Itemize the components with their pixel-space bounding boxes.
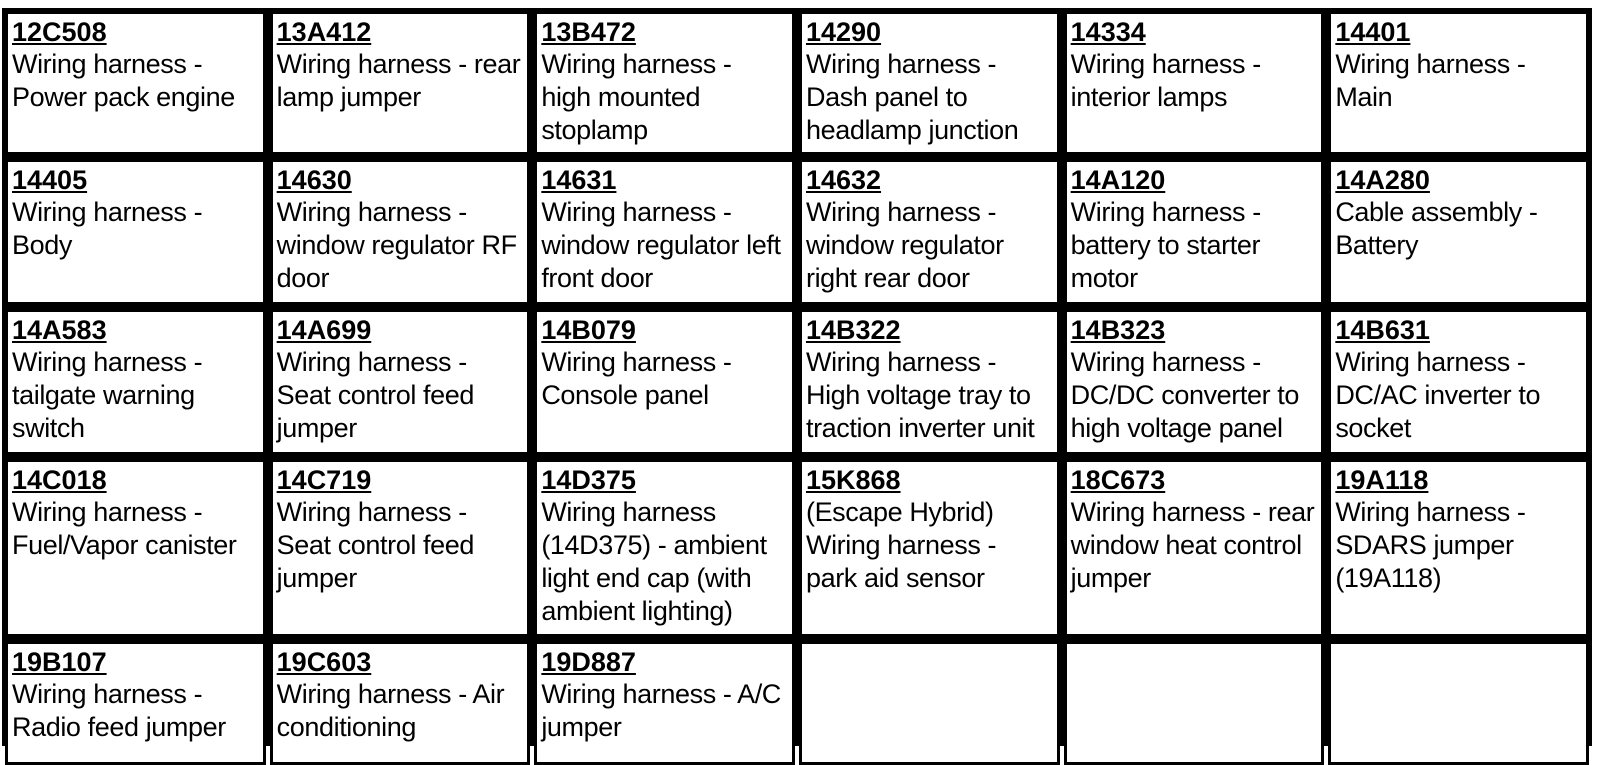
- part-description: Wiring harness - DC/DC converter to high voltage panel: [1070, 347, 1300, 443]
- table-cell-empty: [1328, 641, 1589, 765]
- part-number: 14B322: [805, 315, 901, 345]
- part-description: Wiring harness - Body: [12, 197, 203, 260]
- table-cell: [270, 641, 531, 765]
- table-cell: [1064, 11, 1325, 155]
- part-number: 19D887: [541, 647, 636, 677]
- table-cell: [5, 159, 266, 305]
- table-cell: [1064, 309, 1325, 455]
- part-description: Wiring harness - A/C jumper: [541, 679, 781, 742]
- part-number: 13B472: [541, 17, 636, 47]
- table-cell: [799, 459, 1060, 637]
- table-cell: [270, 11, 531, 155]
- table-cell-empty: [799, 641, 1060, 765]
- part-description: Wiring harness - rear window heat control jumper: [1070, 497, 1315, 593]
- part-description: Wiring harness (14D375) - ambient light end cap (with ambient lighting): [541, 497, 767, 626]
- part-number: 14A699: [276, 315, 372, 345]
- table-cell: [799, 309, 1060, 455]
- part-number: 19A118: [1335, 465, 1429, 495]
- part-description: Wiring harness - window regulator right rear door: [805, 197, 1004, 293]
- part-description: Wiring harness - window regulator left front door: [541, 197, 781, 293]
- part-number: 19B107: [12, 647, 107, 677]
- part-number: 14C018: [12, 465, 107, 495]
- table-cell: [534, 641, 795, 765]
- table-cell: [534, 309, 795, 455]
- table-cell: [1328, 459, 1589, 637]
- part-number: 12C508: [12, 17, 107, 47]
- parts-table: [2, 8, 1592, 746]
- part-number: 14B079: [541, 315, 636, 345]
- part-description: Wiring harness - rear lamp jumper: [276, 49, 521, 112]
- part-description: (Escape Hybrid) Wiring harness - park aid sensor: [805, 497, 997, 593]
- part-number: 15K868: [805, 465, 901, 495]
- part-number: 14405: [12, 165, 88, 195]
- part-number: 14630: [276, 165, 352, 195]
- table-cell: [270, 309, 531, 455]
- table-cell: [5, 309, 266, 455]
- table-cell: [270, 459, 531, 637]
- part-number: 14334: [1070, 17, 1146, 47]
- table-cell: [5, 11, 266, 155]
- table-cell: [270, 159, 531, 305]
- table-cell: [1064, 459, 1325, 637]
- table-cell: [534, 11, 795, 155]
- part-description: Wiring harness - Main: [1335, 49, 1526, 112]
- part-description: Wiring harness - DC/AC inverter to socket: [1335, 347, 1541, 443]
- table-cell-empty: [1064, 641, 1325, 765]
- part-number: 18C673: [1070, 465, 1166, 495]
- part-number: 13A412: [276, 17, 372, 47]
- part-number: 14D375: [541, 465, 636, 495]
- part-description: Wiring harness - Power pack engine: [12, 49, 235, 112]
- table-cell: [1064, 159, 1325, 305]
- part-description: Wiring harness - High voltage tray to traction inverter unit: [805, 347, 1035, 443]
- table-cell: [534, 159, 795, 305]
- part-description: Wiring harness - Dash panel to headlamp junction: [805, 49, 1019, 145]
- part-description: Wiring harness - Seat control feed jumper: [276, 497, 474, 593]
- part-number: 14A280: [1335, 165, 1430, 195]
- part-number: 14401: [1335, 17, 1411, 47]
- table-cell: [1328, 11, 1589, 155]
- part-description: Wiring harness - Radio feed jumper: [12, 679, 226, 742]
- part-number: 14B631: [1335, 315, 1430, 345]
- table-cell: [1328, 309, 1589, 455]
- part-number: 14A583: [12, 315, 107, 345]
- part-description: Cable assembly - Battery: [1335, 197, 1538, 260]
- part-description: Wiring harness - tailgate warning switch: [12, 347, 203, 443]
- part-description: Wiring harness - interior lamps: [1070, 49, 1261, 112]
- part-description: Wiring harness - SDARS jumper (19A118): [1335, 497, 1526, 593]
- part-number: 14631: [541, 165, 617, 195]
- table-cell: [799, 11, 1060, 155]
- part-number: 14C719: [276, 465, 372, 495]
- part-description: Wiring harness - high mounted stoplamp: [541, 49, 732, 145]
- part-number: 14A120: [1070, 165, 1166, 195]
- part-number: 14B323: [1070, 315, 1166, 345]
- part-description: Wiring harness - Fuel/Vapor canister: [12, 497, 237, 560]
- part-description: Wiring harness - Console panel: [541, 347, 732, 410]
- part-description: Wiring harness - Air conditioning: [276, 679, 505, 742]
- table-cell: [799, 159, 1060, 305]
- table-cell: [1328, 159, 1589, 305]
- part-description: Wiring harness - Seat control feed jumper: [276, 347, 474, 443]
- part-number: 14290: [805, 17, 882, 47]
- part-number: 14632: [805, 165, 882, 195]
- table-cell: [5, 459, 266, 637]
- part-description: Wiring harness - battery to starter motor: [1070, 197, 1261, 293]
- table-cell: [534, 459, 795, 637]
- part-description: Wiring harness - window regulator RF door: [276, 197, 517, 293]
- table-cell: [5, 641, 266, 765]
- part-number: 19C603: [276, 647, 372, 677]
